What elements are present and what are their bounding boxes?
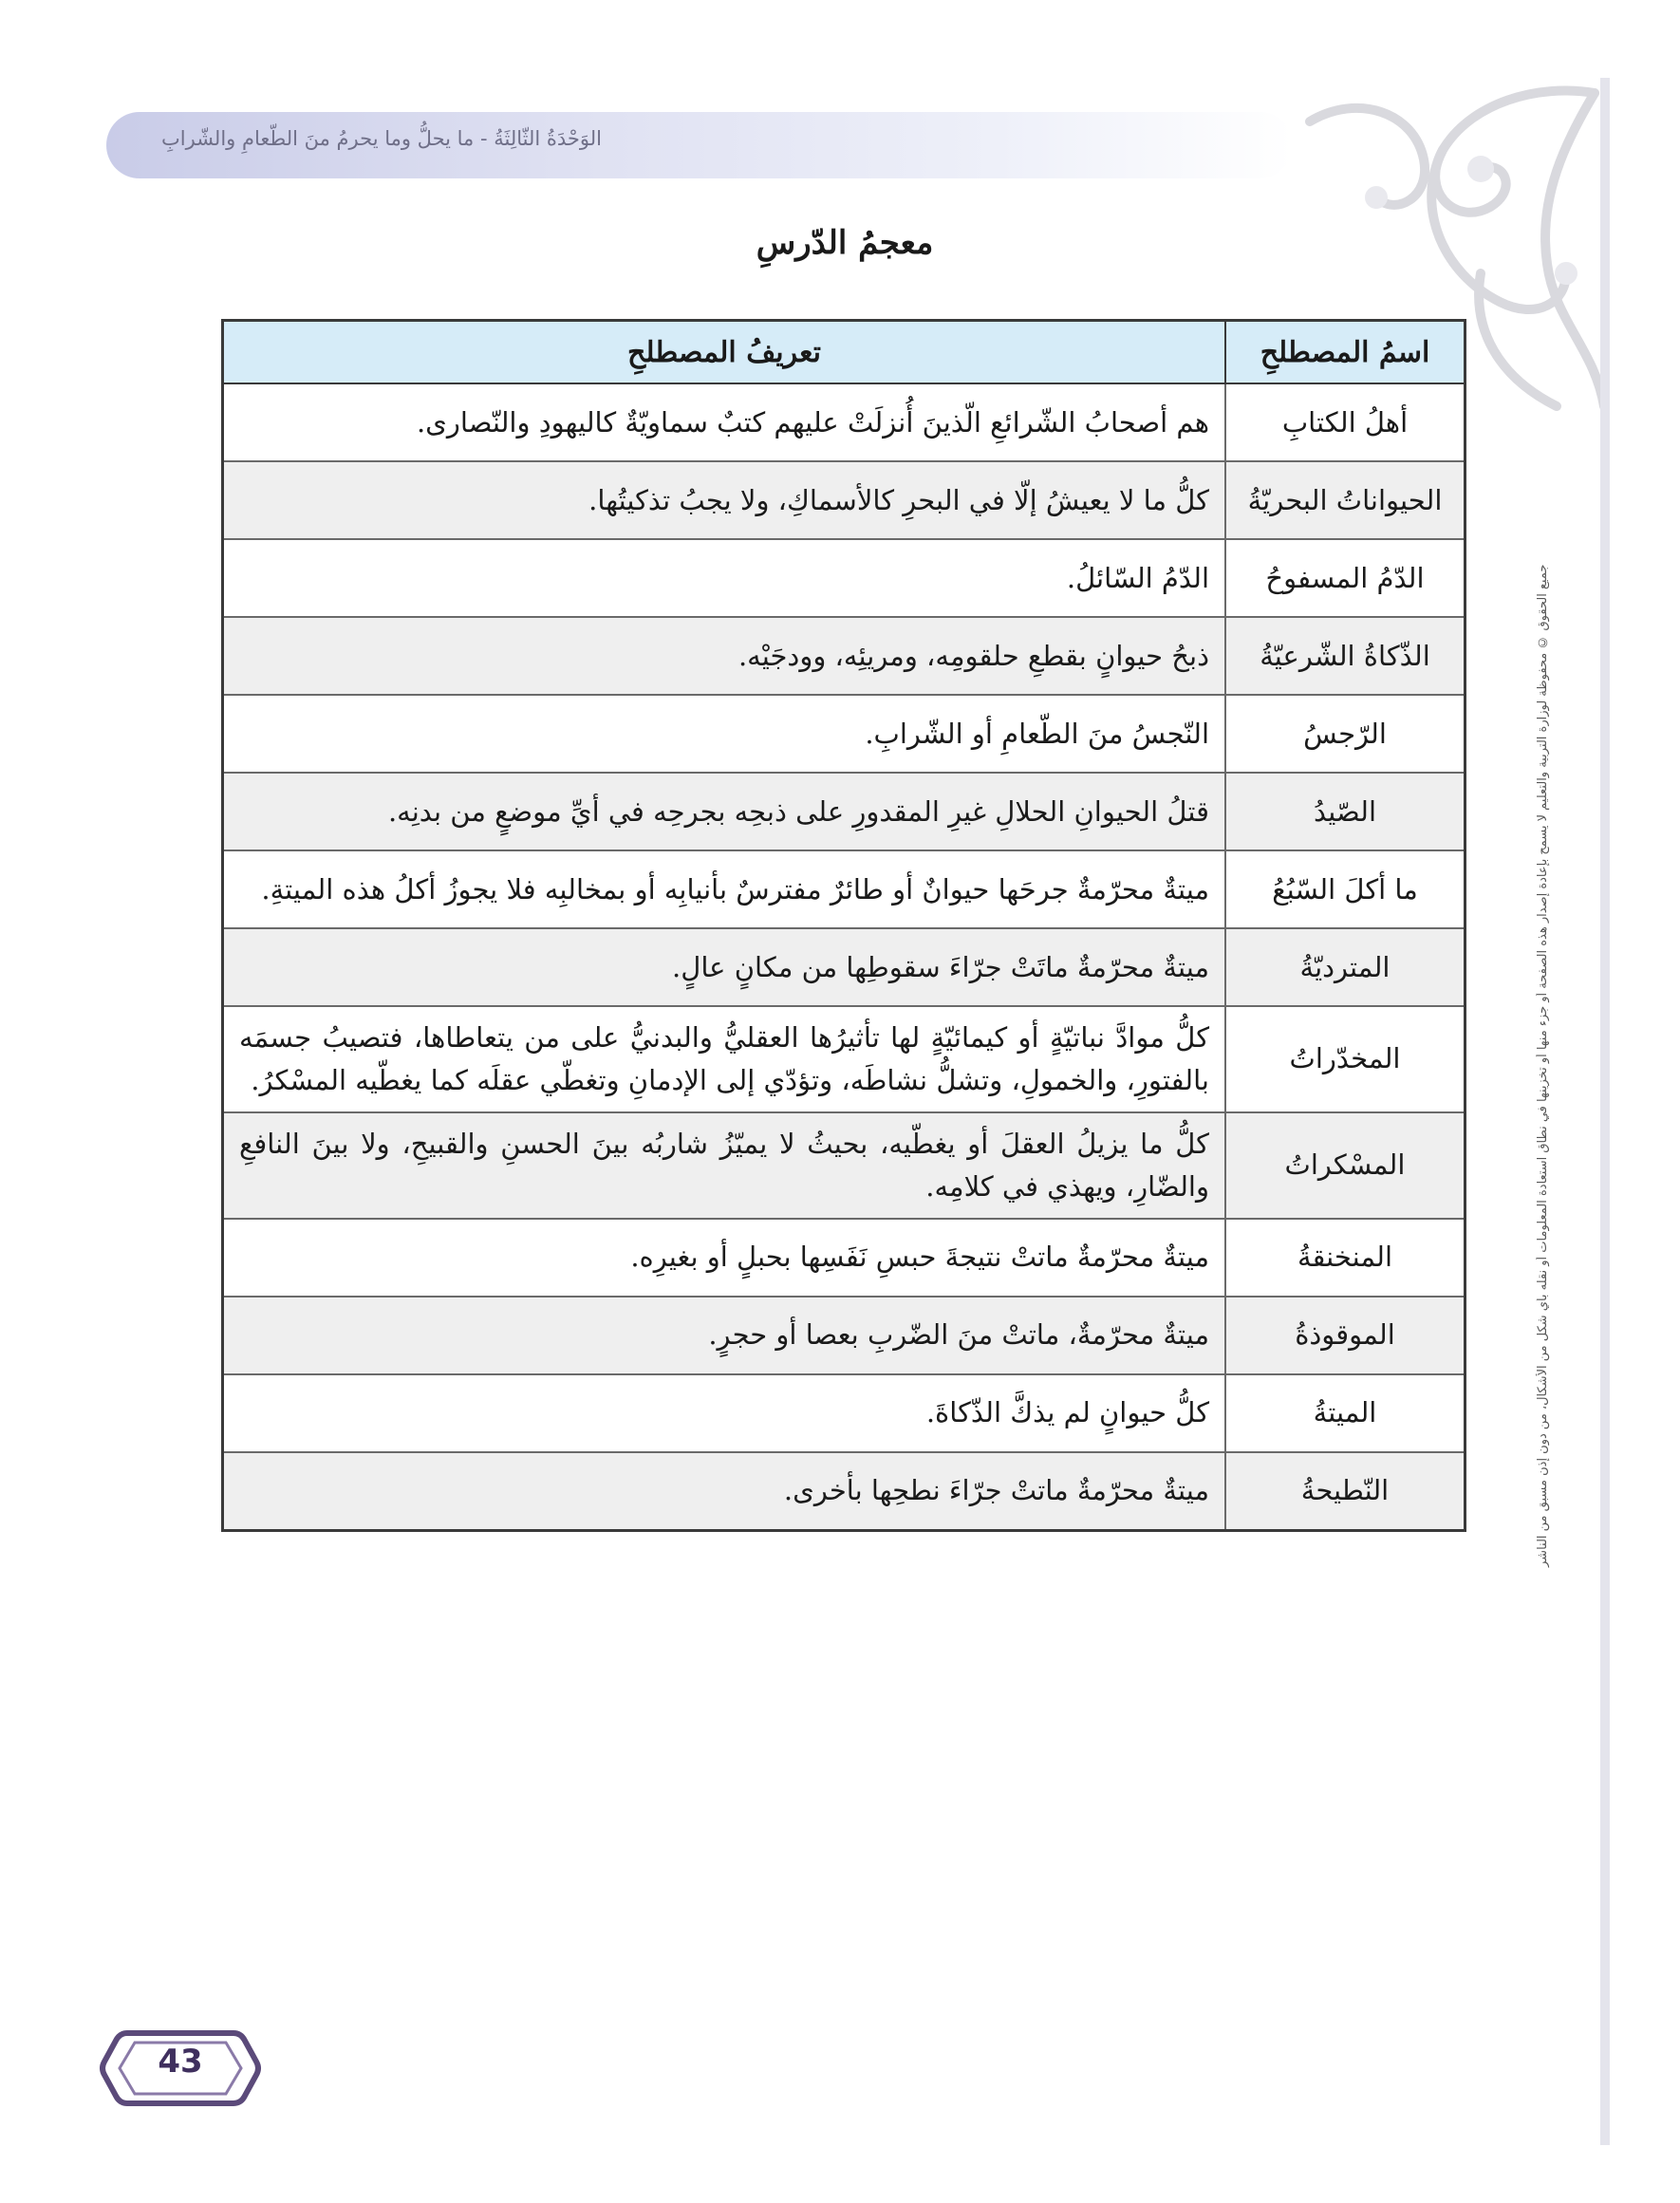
definition-cell: ذبحُ حيوانٍ بقطعِ حلقومِه، ومريئِه، وودجَيْه. xyxy=(223,617,1226,695)
copyright-notice: جميع الحقوق © محفوظة لوزارة التربية والتعليم لا يسمح بإعادة إصدار هذه الصفحة أو جزء منها أو تخزينها في نطاق استعادة المعلومات أو نقله بأي شكل من الأشكال، من دون إذن مسبق من الناشر xyxy=(1536,565,1550,1568)
definition-cell: ميتةٌ محرّمةٌ ماتَتْ جرّاءَ سقوطِها من مكانٍ عالٍ. xyxy=(223,928,1226,1006)
definition-cell: ميتةٌ محرّمةٌ، ماتتْ منَ الضّربِ بعصا أو حجرٍ. xyxy=(223,1297,1226,1374)
definition-cell: ميتةٌ محرّمةٌ ماتتْ نتيجةَ حبسِ نَفَسِها بحبلٍ أو بغيرِه. xyxy=(223,1219,1226,1297)
lesson-glossary-title: معجمُ الدّرسِ xyxy=(756,224,934,262)
table-row xyxy=(223,850,1465,928)
term-cell: الرّجسُ xyxy=(1225,695,1465,773)
term-cell: المخدّراتُ xyxy=(1225,1006,1465,1112)
table-row xyxy=(223,1452,1465,1531)
table-row xyxy=(223,461,1465,539)
right-margin-bar xyxy=(1600,78,1610,2145)
definition-cell: كلُّ ما يزيلُ العقلَ أو يغطّيه، بحيثُ لا يميّزُ شاربُه بينَ الحسنِ والقبيحِ، ولا بينَ النافعِ والضّارِ، ويهذي في كلامِه. xyxy=(223,1112,1226,1219)
table-row xyxy=(223,617,1465,695)
term-cell: المسْكراتُ xyxy=(1225,1112,1465,1219)
term-cell: الذّكاةُ الشّرعيّةُ xyxy=(1225,617,1465,695)
term-cell: ما أكلَ السّبُعُ xyxy=(1225,850,1465,928)
term-cell: المترديّةُ xyxy=(1225,928,1465,1006)
term-cell: النّطيحةُ xyxy=(1225,1452,1465,1531)
table-row xyxy=(223,695,1465,773)
definition-cell: ميتةٌ محرّمةٌ جرحَها حيوانٌ أو طائرٌ مفترسٌ بأنيابِه أو بمخالبِه فلا يجوزُ أكلُ هذه الميتةِ. xyxy=(223,850,1226,928)
table-row xyxy=(223,1374,1465,1452)
table-row xyxy=(223,773,1465,850)
term-cell: الحيواناتُ البحريّةُ xyxy=(1225,461,1465,539)
table-row xyxy=(223,1297,1465,1374)
definition-cell: النّجسُ منَ الطّعامِ أو الشّرابِ. xyxy=(223,695,1226,773)
definition-cell: ميتةٌ محرّمةٌ ماتتْ جرّاءَ نطحِها بأخرى. xyxy=(223,1452,1226,1531)
definition-cell: كلُّ موادَّ نباتيّةٍ أو كيمائيّةٍ لها تأثيرُها العقليُّ والبدنيُّ على من يتعاطاها، فتصيبُ جسمَه بالفتورِ، والخمولِ، وتشلُّ نشاطَه، وتؤدّي إلى الإدمانِ وتغطّي عقلَه كما يغطّيه المسْكرُ. xyxy=(223,1006,1226,1112)
table-row xyxy=(223,928,1465,1006)
definition-column-header: تعريفُ المصطلحِ xyxy=(223,321,1226,384)
term-cell: الصّيدُ xyxy=(1225,773,1465,850)
table-row xyxy=(223,1006,1465,1112)
term-cell: الموقوذةُ xyxy=(1225,1297,1465,1374)
definition-cell: كلُّ حيوانٍ لم يذكَّ الذّكاةَ. xyxy=(223,1374,1226,1452)
unit-title: الوَحْدَةُ الثّالِثَةُ - ما يحلُّ وما يحرمُ منَ الطّعامِ والشّرابِ xyxy=(161,127,602,150)
table-header-row xyxy=(223,321,1465,384)
definition-cell: هم أصحابُ الشّرائعِ الّذينَ أُنزلَتْ عليهم كتبٌ سماويّةٌ كاليهودِ والنّصارى. xyxy=(223,383,1226,461)
table-row xyxy=(223,1219,1465,1297)
table-row xyxy=(223,539,1465,617)
table-row xyxy=(223,1112,1465,1219)
term-cell: أهلُ الكتابِ xyxy=(1225,383,1465,461)
term-cell: الدّمُ المسفوحُ xyxy=(1225,539,1465,617)
definition-cell: الدّمُ السّائلُ. xyxy=(223,539,1226,617)
definition-cell: كلُّ ما لا يعيشُ إلّا في البحرِ كالأسماكِ، ولا يجبُ تذكيتُها. xyxy=(223,461,1226,539)
definition-cell: قتلُ الحيوانِ الحلالِ غيرِ المقدورِ على ذبحِه بجرحِه في أيِّ موضعٍ من بدنِه. xyxy=(223,773,1226,850)
term-column-header: اسمُ المصطلحِ xyxy=(1225,321,1465,384)
glossary-table xyxy=(221,319,1466,1532)
table-row xyxy=(223,383,1465,461)
term-cell: المنخنقةُ xyxy=(1225,1219,1465,1297)
page-number: 43 xyxy=(158,2043,203,2081)
term-cell: الميتةُ xyxy=(1225,1374,1465,1452)
